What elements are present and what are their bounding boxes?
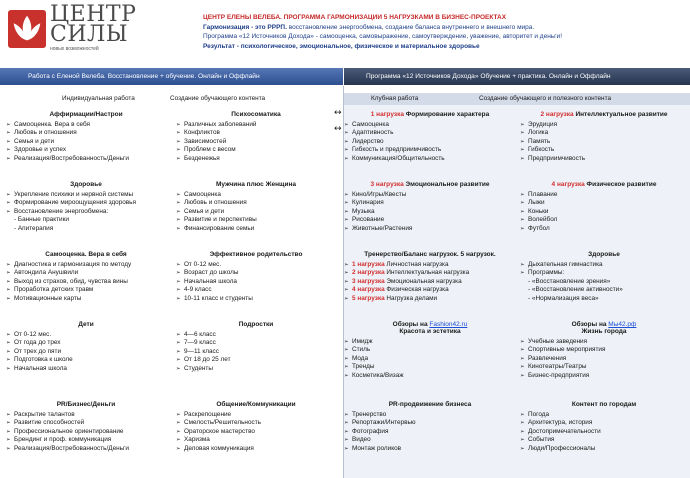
list-item: ➢ Кинотеатры/Театры: [520, 363, 688, 371]
block-list: [2, 261, 170, 303]
block-list: [2, 121, 170, 163]
list-item: ➢ Смелость/Решительность: [176, 419, 340, 427]
my42-link[interactable]: Мы42.рф: [608, 321, 637, 328]
list-item: ➢ Здоровье и успех: [6, 146, 170, 154]
subheader-useful-content: Создание обучающего и полезного контента: [479, 95, 611, 102]
list-item: - «Нормализация веса»: [528, 294, 599, 302]
subheader-content: Создание обучающего контента: [170, 95, 266, 102]
list-item: ➢ 2 нагрузка Интеллектуальная нагрузка: [344, 269, 516, 277]
list-item: ➢ Волейбол: [520, 216, 688, 224]
block-list: [172, 191, 340, 233]
block-list: [344, 338, 516, 380]
list-item: ➢ Начальная школа: [6, 365, 170, 373]
block-load-1: [344, 111, 516, 163]
list-item: ➢ Развитие способностей: [6, 419, 170, 427]
list-item: ➢ Самооценка: [344, 121, 516, 129]
block-title: Эффективное родительство: [209, 251, 303, 258]
list-item: ➢ Профессиональное ориентирование: [6, 428, 170, 436]
list-item: ➢ Семья и дети: [176, 208, 340, 216]
block-4-0: [2, 401, 170, 453]
list-item: ➢ 10-11 класс и студенты: [176, 295, 340, 303]
block-title: Психосоматика: [231, 111, 281, 118]
block-list: [172, 261, 340, 303]
list-item: ➢ Бизнес-предприятия: [520, 372, 688, 380]
list-item: ➢ От 0-12 мес.: [176, 261, 340, 269]
block-title: Контент по городам: [571, 401, 637, 408]
list-item: ➢ Подготовка к школе: [6, 356, 170, 364]
list-item: - «Восстановление зрения»: [528, 277, 611, 285]
list-item: ➢ От года до трех: [6, 339, 170, 347]
list-item: ➢ Тренды: [344, 363, 516, 371]
list-item: ➢ Погода: [520, 411, 688, 419]
list-item: ➢ Автондила Анушвили: [6, 269, 170, 277]
block-0-0: [2, 111, 170, 163]
list-item: - «Восстановление активности»: [528, 286, 623, 294]
list-item: ➢ 5 нагрузка Нагрузка делами: [344, 295, 516, 303]
list-item: ➢ Раскрепощение: [176, 411, 340, 419]
block-1-1: [172, 181, 340, 233]
list-item: ➢ От 18 до 25 лет: [176, 356, 340, 364]
header-line-2-rest: восстановление энергообмена, создание баланса внутреннего и внешнего мира.: [286, 23, 535, 31]
list-item: - Банные практики: [14, 216, 69, 224]
block-list: [172, 411, 340, 453]
block-city-content: [520, 401, 688, 453]
arrow-icon: ↔: [334, 124, 342, 134]
fashion-link[interactable]: Fashion42.ru: [429, 321, 468, 328]
list-item: ➢ Программы:: [520, 269, 688, 277]
list-item: ➢ Репортажи/Интервью: [344, 419, 516, 427]
list-item: ➢ Семья и дети: [6, 138, 170, 146]
list-item: ➢ Лидерство: [344, 138, 516, 146]
logo-word-2: СИЛЫ: [50, 22, 129, 47]
list-item: ➢ Фотография: [344, 428, 516, 436]
list-item: ➢ Любовь и отношения: [6, 129, 170, 137]
list-item: ➢ Мода: [344, 355, 516, 363]
logo-word-1: ЦЕНТР: [50, 2, 137, 27]
list-item: ➢ Самооценка. Вера в себя: [6, 121, 170, 129]
block-title: PR-продвижение бизнеса: [388, 401, 472, 408]
list-item: ➢ Укрепление психики и нервной системы: [6, 191, 170, 199]
list-item: ➢ Развлечения: [520, 355, 688, 363]
header-line-3: Программа «12 Источников Дохода» - самооценка, самовыражение, самоутверждение, уважение, авторитет и деньги!: [203, 33, 562, 41]
list-item: ➢ Развитие и перспективы: [176, 216, 340, 224]
list-item: ➢ Студенты: [176, 365, 340, 373]
list-item: ➢ Люди/Профессионалы: [520, 445, 688, 453]
block-4-1: [172, 401, 340, 453]
header-text: [203, 13, 683, 51]
list-item: ➢ 9—11 класс: [176, 348, 340, 356]
block-list: [520, 191, 688, 233]
block-title: 1 нагрузка Формирование характера: [370, 111, 490, 118]
block-list: [520, 411, 688, 453]
block-list: [172, 121, 340, 163]
block-1-0: [2, 181, 170, 233]
list-item: ➢ Рисование: [344, 216, 516, 224]
arrow-icon: ↔: [334, 108, 342, 118]
block-list: [344, 261, 516, 303]
header-line-4: Результат - психологическое, эмоциональное, физическое и материальное здоровье: [203, 42, 480, 50]
logo-subtitle: новых возможностей: [50, 46, 99, 52]
block-list: [344, 411, 516, 453]
list-item: ➢ Эрудиция: [520, 121, 688, 129]
block-list: [2, 411, 170, 453]
list-item: ➢ Конфликтов: [176, 129, 340, 137]
list-item: ➢ Ораторское мастерство: [176, 428, 340, 436]
left-subheader: [0, 93, 343, 105]
list-item: ➢ Самооценка: [176, 191, 340, 199]
block-load-2: [520, 111, 688, 163]
block-fashion: [344, 321, 516, 380]
block-2-1: [172, 251, 340, 303]
list-item: ➢ Формирование мироощущения здоровья: [6, 199, 170, 207]
logo: [4, 4, 136, 56]
block-list: [172, 331, 340, 373]
list-item: ➢ Адаптивность: [344, 129, 516, 137]
list-item: ➢ Раскрытие талантов: [6, 411, 170, 419]
subheader-club: Клубная работа: [371, 95, 419, 102]
lotus-icon: [8, 10, 46, 48]
list-item: ➢ Возраст до школы: [176, 269, 340, 277]
list-item: ➢ Косметика/Визаж: [344, 372, 516, 380]
block-title: Здоровье: [588, 251, 620, 258]
block-subtitle: Жизнь города: [581, 328, 627, 335]
block-list: [520, 261, 688, 303]
list-item: ➢ 1 нагрузка Личностная нагрузка: [344, 261, 516, 269]
list-item: ➢ 4 нагрузка Физическая нагрузка: [344, 286, 516, 294]
block-0-1: [172, 111, 340, 163]
list-item: ➢ Деловая коммуникация: [176, 445, 340, 453]
list-item: ➢ Лыжи: [520, 199, 688, 207]
block-title: Аффирмации/Настрои: [49, 111, 123, 118]
list-item: ➢ 4—6 класс: [176, 331, 340, 339]
list-item: ➢ Спортивные мероприятия: [520, 346, 688, 354]
list-item: ➢ Тренерство: [344, 411, 516, 419]
block-list: [2, 191, 170, 233]
list-item: ➢ Кулинария: [344, 199, 516, 207]
block-title: Здоровье: [70, 181, 102, 188]
list-item: ➢ Безденежья: [176, 155, 340, 163]
subheader-individual: Индивидуальная работа: [62, 95, 135, 102]
block-pr: [344, 401, 516, 453]
block-list: [520, 338, 688, 380]
list-item: ➢ От 0-12 мес.: [6, 331, 170, 339]
list-item: ➢ Реализация/Востребованность/Деньги: [6, 445, 170, 453]
block-title: Дети: [78, 321, 94, 328]
block-city-life: [520, 321, 688, 380]
block-title: Обзоры на Fashion42.ru: [392, 321, 468, 328]
list-item: ➢ Проблем с весом: [176, 146, 340, 154]
list-item: ➢ Дыхательная гимнастика: [520, 261, 688, 269]
list-item: ➢ Монтаж роликов: [344, 445, 516, 453]
list-item: ➢ 7—9 класс: [176, 339, 340, 347]
block-title: Мужчина плюс Женщина: [215, 181, 297, 188]
list-item: ➢ Память: [520, 138, 688, 146]
header: [0, 0, 690, 62]
header-line-2-bold: Гармонизация - это РРРП.: [203, 23, 287, 31]
list-item: ➢ Предприимчивость: [520, 155, 688, 163]
list-item: ➢ Гибкость: [520, 146, 688, 154]
block-list: [344, 191, 516, 233]
list-item: ➢ Музыка: [344, 208, 516, 216]
list-item: ➢ Футбол: [520, 225, 688, 233]
list-item: ➢ Выход из страхов, обид, чувства вины: [6, 278, 170, 286]
list-item: ➢ 3 нагрузка Эмоциональная нагрузка: [344, 278, 516, 286]
list-item: ➢ Архитектура, история: [520, 419, 688, 427]
list-item: ➢ Стиль: [344, 346, 516, 354]
block-list: [520, 121, 688, 163]
list-item: ➢ Имидж: [344, 338, 516, 346]
list-item: ➢ 4-9 класс: [176, 286, 340, 294]
right-section-bar: Программа «12 Источников Дохода» Обучение + практика. Онлайн и Оффлайн: [344, 68, 690, 85]
list-item: ➢ От трех до пяти: [6, 348, 170, 356]
list-item: ➢ Гибкость и предприимчивость: [344, 146, 516, 154]
block-subtitle: Красота и эстетика: [399, 328, 461, 335]
list-item: ➢ Начальная школа: [176, 278, 340, 286]
header-line-2: [203, 23, 683, 33]
list-item: ➢ Различных заболеваний: [176, 121, 340, 129]
header-title: ЦЕНТР ЕЛЕНЫ ВЕЛЕБА. ПРОГРАММА ГАРМОНИЗАЦИИ 5 НАГРУЗКАМИ В БИЗНЕС-ПРОЕКТАХ: [203, 14, 507, 21]
list-item: ➢ Коммуникация/Общительность: [344, 155, 516, 163]
block-health-right: [520, 251, 688, 303]
list-item: ➢ Проработка детских травм: [6, 286, 170, 294]
list-item: ➢ Диагностика и гармонизация по методу: [6, 261, 170, 269]
list-item: ➢ Достопримечательности: [520, 428, 688, 436]
list-item: ➢ Мотивационные карты: [6, 295, 170, 303]
list-item: ➢ Брендинг и проф. коммуникация: [6, 436, 170, 444]
list-item: ➢ Восстановление энергообмена:: [6, 208, 170, 216]
list-item: ➢ Логика: [520, 129, 688, 137]
block-title: Подростки: [238, 321, 274, 328]
block-title: 4 нагрузка Физическое развитие: [551, 181, 657, 188]
list-item: ➢ Коньки: [520, 208, 688, 216]
block-training: [344, 251, 516, 303]
block-load-3: [344, 181, 516, 233]
block-2-0: [2, 251, 170, 303]
list-item: - Апитерапия: [14, 224, 54, 232]
block-list: [2, 331, 170, 373]
block-title: 3 нагрузка Эмоциональное развитие: [370, 181, 490, 188]
block-title: Обзоры на Мы42.рф: [571, 321, 637, 328]
right-subheader: [344, 93, 690, 105]
list-item: ➢ Зависимостей: [176, 138, 340, 146]
block-title: PR/Бизнес/Деньги: [56, 401, 116, 408]
list-item: ➢ Харизма: [176, 436, 340, 444]
left-section-bar: Работа с Еленой Велеба. Восстановление + обучение. Онлайн и Оффлайн: [0, 68, 343, 85]
list-item: ➢ Учебные заведения: [520, 338, 688, 346]
list-item: ➢ Любовь и отношения: [176, 199, 340, 207]
block-3-1: [172, 321, 340, 373]
list-item: ➢ Финансирование семьи: [176, 225, 340, 233]
block-3-0: [2, 321, 170, 373]
block-title: Общение/Коммуникации: [216, 401, 296, 408]
list-item: ➢ Животные/Растения: [344, 225, 516, 233]
list-item: ➢ События: [520, 436, 688, 444]
list-item: ➢ Реализация/Востребованность/Деньги: [6, 155, 170, 163]
block-load-4: [520, 181, 688, 233]
list-item: ➢ Плавание: [520, 191, 688, 199]
block-title: Самооценка. Вера в себя: [45, 251, 127, 258]
block-title: Тренерство/Баланс нагрузок. 5 нагрузок.: [364, 251, 496, 258]
list-item: ➢ Кино/Игры/Квесты: [344, 191, 516, 199]
list-item: ➢ Видео: [344, 436, 516, 444]
block-list: [344, 121, 516, 163]
block-title: 2 нагрузка Интеллектуальное развитие: [540, 111, 668, 118]
